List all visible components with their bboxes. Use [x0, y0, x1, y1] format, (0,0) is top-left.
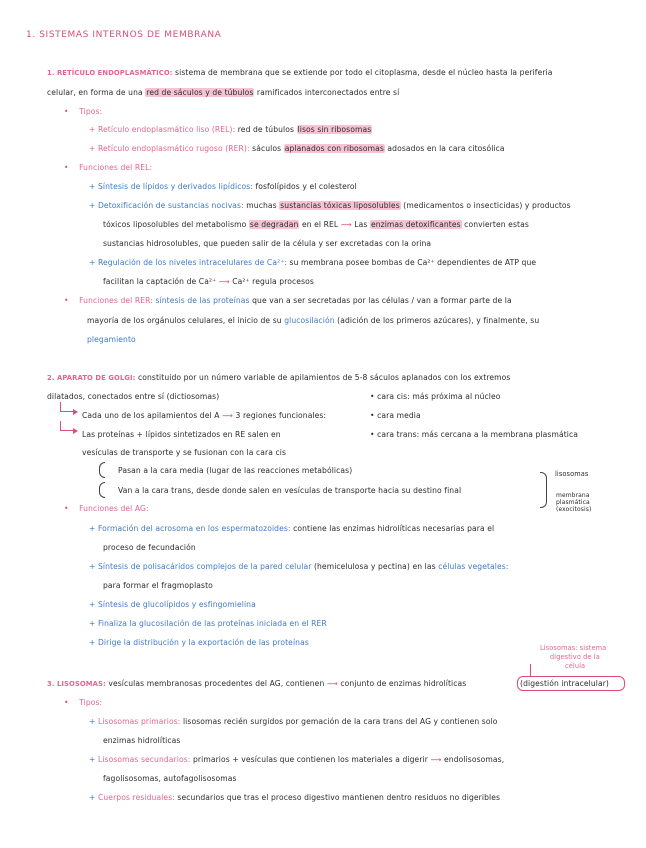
- plus-icon: +: [89, 182, 96, 191]
- lisosomas-primarios-line2: enzimas hidrolíticas: [103, 736, 181, 745]
- golgi-row1: Cada uno de los apilamientos del A ⟿ 3 regiones funcionales:: [82, 411, 327, 420]
- lisosomas-callout-line1: Lisosomas: sistema: [540, 644, 607, 652]
- rel-functions-label: • Funciones del REL:: [64, 163, 153, 172]
- plus-icon: +: [89, 144, 96, 153]
- golgi-cara-media: • cara media: [370, 411, 421, 420]
- plus-icon: +: [89, 524, 96, 533]
- rer-functions-line3: plegamiento: [87, 335, 136, 344]
- plus-icon: +: [89, 717, 96, 726]
- re-rel: + Retículo endoplasmático liso (REL): red de túbulos lisos sin ribosomas: [89, 125, 372, 134]
- plus-icon: +: [89, 562, 96, 571]
- squiggle-arrow-icon: ⟿: [340, 220, 352, 229]
- plus-icon: +: [89, 258, 96, 267]
- highlight: se degradan: [249, 220, 299, 229]
- lisosomas-intro: 3. LISOSOMAS: vesículas membranosas procedentes del AG, contienen ⟿ conjunto de enzimas hidrolíticas: [47, 679, 467, 688]
- squiggle-arrow-icon: ⟿: [326, 679, 338, 688]
- re-intro-text: sistema de membrana que se extiende por todo el citoplasma, desde el núcleo hasta la periferia: [175, 68, 553, 77]
- hook-arrow-icon: [60, 402, 75, 412]
- golgi-function-2-line2: para formar el fragmoplasto: [103, 581, 213, 590]
- golgi-heading: 2. APARATO DE GOLGI:: [47, 374, 136, 382]
- golgi-sub2: Van a la cara trans, desde donde salen en vesículas de transporte hacia su destino final: [118, 486, 462, 495]
- re-intro-line1: [47, 68, 553, 78]
- brace-icon: [540, 472, 547, 508]
- golgi-intro-line2: dilatados, conectados entre sí (dictiosomas): [47, 392, 220, 401]
- rer-functions-line2: mayoría de los orgánulos celulares, el inicio de su glucosilación (adición de los primeros azúcares), y finalmente, su: [87, 316, 540, 325]
- squiggle-arrow-icon: ⟿: [222, 411, 234, 420]
- squiggle-arrow-icon: ⟿: [430, 755, 442, 764]
- golgi-row2: Las proteínas + lípidos sintetizados en RE salen en: [82, 430, 281, 439]
- rer-functions: • Funciones del RER: síntesis de las proteínas que van a ser secretadas por las células / van a formar parte de la: [64, 296, 512, 305]
- lisosomas-secundarios: + Lisosomas secundarios: primarios + vesículas que contienen los materiales a digerir ⟿ endolisosomas,: [89, 755, 505, 764]
- golgi-row3: vesículas de transporte y se fusionan con la cara cis: [82, 448, 287, 457]
- lisosomas-heading: 3. LISOSOMAS:: [47, 680, 106, 688]
- highlight: lisos sin ribosomas: [297, 125, 372, 134]
- lisosomas-callout-line3: célula: [565, 662, 586, 670]
- rel-function-1: + Síntesis de lípidos y derivados lipídicos: fosfolípidos y el colesterol: [89, 182, 357, 191]
- plus-icon: +: [89, 755, 96, 764]
- bullet-icon: •: [64, 163, 69, 172]
- brace-icon: [99, 462, 105, 478]
- lisosomas-callout-line2: digestivo de la: [550, 653, 600, 661]
- rel-function-2-line2: tóxicos liposolubles del metabolismo se degradan en el REL ⟿ Las enzimas detoxificantes convierten estas: [103, 220, 529, 229]
- highlight: sustancias tóxicas liposolubles: [280, 201, 400, 210]
- page-title: 1. SISTEMAS INTERNOS DE MEMBRANA: [26, 30, 222, 40]
- lisosomas-tipos: • Tipos:: [64, 698, 103, 707]
- golgi-function-1: + Formación del acrosoma en los espermatozoides: contiene las enzimas hidrolíticas necesarias para el: [89, 524, 495, 533]
- highlight-ring: [517, 676, 625, 691]
- rel-function-2-line3: sustancias hidrosolubles, que pueden salir de la célula y ser excretadas con la orina: [103, 239, 432, 248]
- plus-icon: +: [89, 619, 96, 628]
- bullet-icon: •: [64, 504, 69, 513]
- highlight: enzimas detoxificantes: [370, 220, 461, 229]
- rel-function-2: + Detoxificación de sustancias nocivas: muchas sustancias tóxicas liposolubles (medicamentos o insecticidas) y productos: [89, 201, 571, 210]
- plus-icon: +: [89, 600, 96, 609]
- rel-function-3-line2: facilitan la captación de Ca²⁺ ⟿ Ca²⁺ regula procesos: [103, 277, 314, 286]
- golgi-dest-exocitosis: (exocitosis): [556, 506, 592, 513]
- lisosomas-cuerpos-residuales: + Cuerpos residuales: secundarios que tras el proceso digestivo mantienen dentro residuos no digeribles: [89, 793, 501, 802]
- golgi-dest-membrana: membrana: [556, 492, 590, 499]
- lisosomas-primarios: + Lisosomas primarios: lisosomas recién surgidos por gemación de la cara trans del AG y contienen solo: [89, 717, 498, 726]
- golgi-function-1-line2: proceso de fecundación: [103, 543, 196, 552]
- squiggle-arrow-icon: ⟿: [218, 277, 230, 286]
- golgi-function-5: + Dirige la distribución y la exportación de las proteínas: [89, 638, 309, 647]
- golgi-intro-line1: 2. APARATO DE GOLGI: constituido por un número variable de apilamientos de 5-8 sáculos aplanados con los extremos: [47, 373, 511, 382]
- bullet-icon: •: [64, 107, 69, 116]
- golgi-dest-plasmatica: plasmática: [556, 499, 590, 506]
- re-intro-line2: celular, en forma de una red de sáculos y de túbulos ramificados interconectados entre sí: [47, 88, 400, 97]
- golgi-dest-lisosomas: lisosomas: [555, 470, 589, 478]
- lisosomas-boxed-text: (digestión intracelular): [520, 679, 609, 688]
- bullet-icon: •: [64, 296, 69, 305]
- re-tipos: • Tipos:: [64, 107, 103, 116]
- plus-icon: +: [89, 793, 96, 802]
- golgi-sub1: Pasan a la cara media (lugar de las reacciones metabólicas): [118, 466, 353, 475]
- brace-icon: [99, 482, 105, 498]
- golgi-functions-label: • Funciones del AG:: [64, 504, 149, 513]
- highlight: red de sáculos y de túbulos: [146, 88, 254, 97]
- re-rer: + Retículo endoplasmático rugoso (RER): sáculos aplanados con ribosomas adosados en la cara citosólica: [89, 144, 505, 153]
- highlight: aplanados con ribosomas: [284, 144, 384, 153]
- plus-icon: +: [89, 125, 96, 134]
- golgi-function-4: + Finaliza la glucosilación de las proteínas iniciada en el RER: [89, 619, 327, 628]
- golgi-function-2: + Síntesis de polisacáridos complejos de la pared celular (hemicelulosa y pectina) en las células vegetales:: [89, 562, 509, 571]
- hook-arrow-icon: [60, 421, 75, 431]
- plus-icon: +: [89, 638, 96, 647]
- lisosomas-secundarios-line2: fagolisosomas, autofagolisosomas: [103, 774, 237, 783]
- bullet-icon: •: [64, 698, 69, 707]
- rel-function-3: + Regulación de los niveles intracelulares de Ca²⁺: su membrana posee bombas de Ca²⁺ dependientes de ATP que: [89, 258, 537, 267]
- golgi-cara-trans: • cara trans: más cercana a la membrana plasmática: [370, 430, 579, 439]
- golgi-function-3: + Síntesis de glucolípidos y esfingomielina: [89, 600, 256, 609]
- re-heading: 1. RETÍCULO ENDOPLASMÁTICO:: [47, 69, 173, 77]
- plus-icon: +: [89, 201, 96, 210]
- golgi-cara-cis: • cara cis: más próxima al núcleo: [370, 392, 501, 401]
